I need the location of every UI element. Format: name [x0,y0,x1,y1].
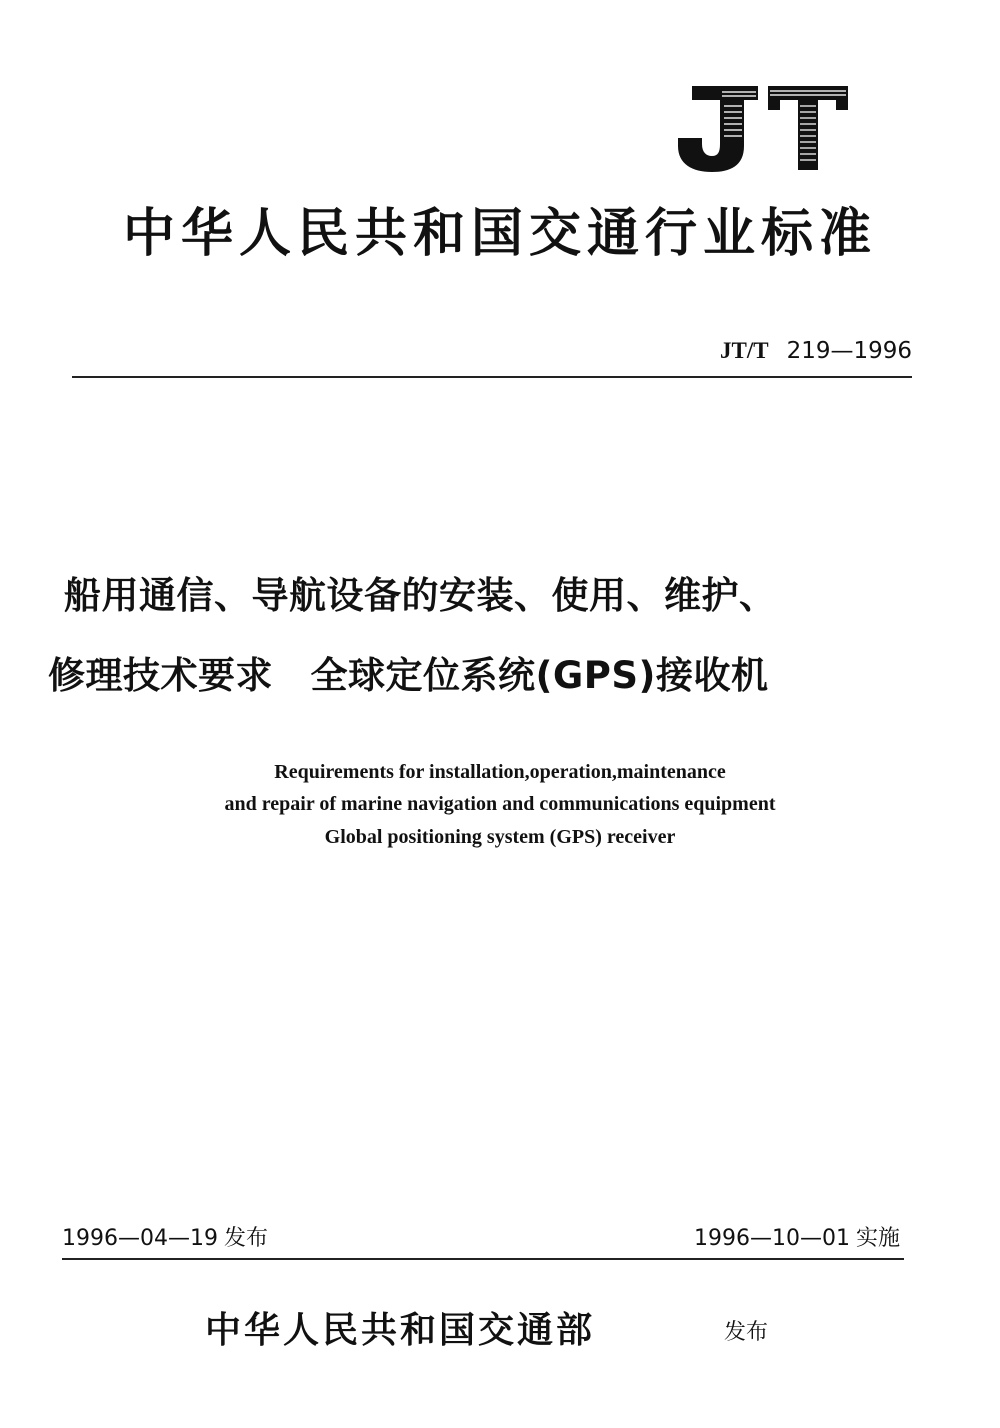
footer-divider [62,1258,904,1260]
issue-date: 1996—04—19 [62,1226,218,1251]
cn-title-line-1: 船用通信、导航设备的安装、使用、维护、 [64,574,777,617]
issue-label: 发布 [223,1226,268,1251]
standard-number [640,336,912,366]
standard-prefix: JT/T [719,338,769,363]
jt-logo [672,82,852,174]
en-title-line-3: Global positioning system (GPS) receiver [324,826,676,848]
en-title-line-2: and repair of marine navigation and communications equipment [224,793,776,815]
effective-date-block [620,1224,900,1254]
effective-label: 实施 [855,1226,900,1251]
publisher-name: 中华人民共和国交通部 [205,1309,596,1351]
publish-label: 发布 [724,1320,769,1345]
cn-title-line-2: 修理技术要求 全球定位系统(GPS)接收机 [48,654,769,697]
issue-date-block [62,1224,268,1254]
organization-title: 中华人民共和国交通行业标准 [122,203,877,264]
en-title-line-1: Requirements for installation,operation,maintenance [274,761,726,783]
header-divider [72,376,912,378]
standard-number-value: 219—1996 [786,338,912,364]
effective-date: 1996—10—01 [694,1226,850,1251]
